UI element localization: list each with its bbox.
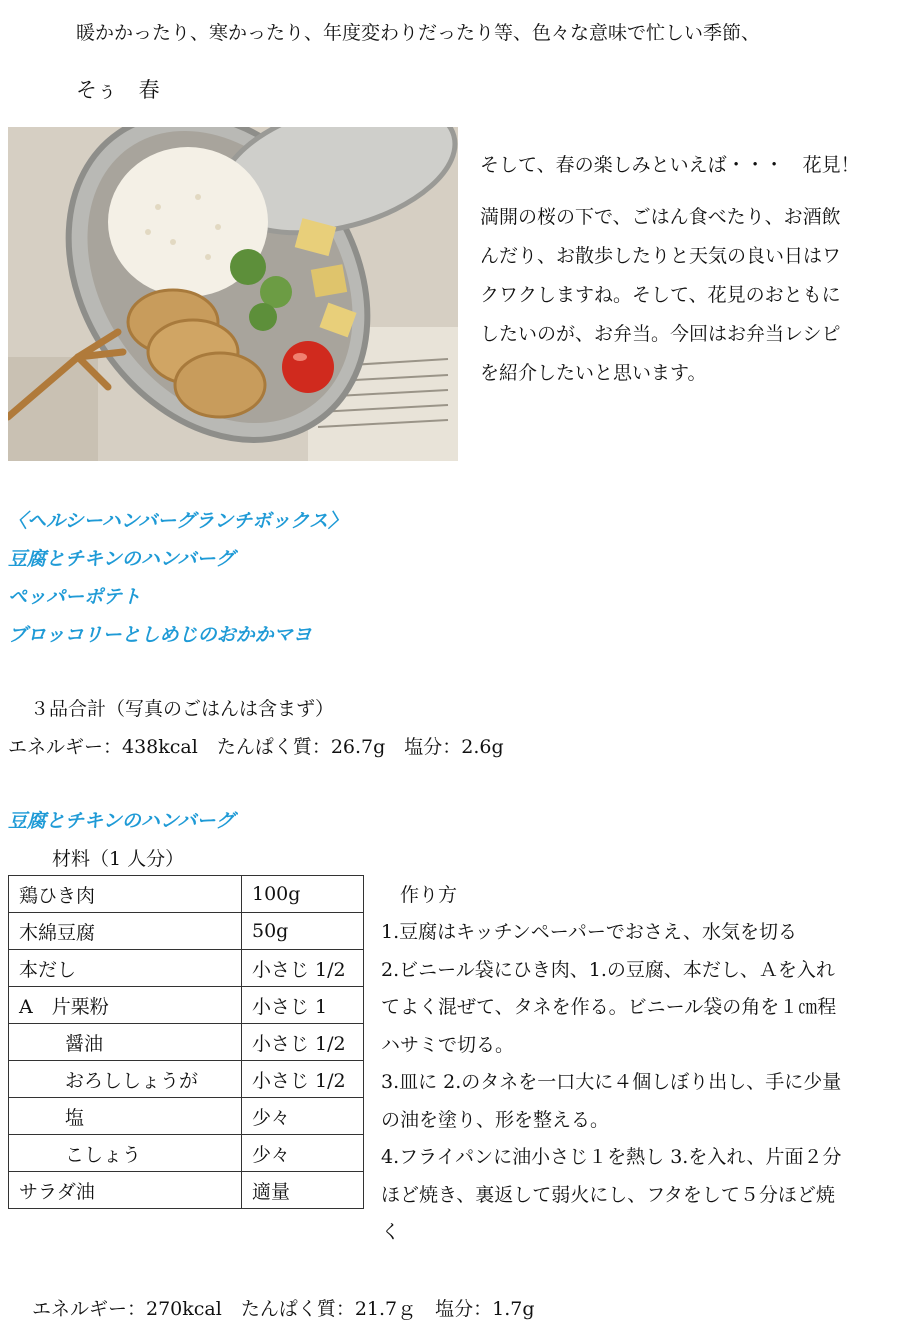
ingredient-amount: 小さじ 1 [242,987,364,1024]
recipe-title: 豆腐とチキンのハンバーグ [8,810,235,832]
step-line: 1.豆腐はキッチンペーパーでおさえ、水気を切る [381,921,797,943]
table-row [9,1098,364,1135]
ingredient-amount: 小さじ 1/2 [242,1024,364,1061]
table-row [9,1172,364,1209]
side-para-line: クワクしますね。そして、花見のおともに [480,284,841,306]
ingredient-name: 木綿豆腐 [9,913,242,950]
menu-item-broccoli: ブロッコリーとしめじのおかかマヨ [8,624,312,646]
ingredient-amount: 適量 [242,1172,364,1209]
side-para-line: 満開の桜の下で、ごはん食べたり、お酒飲 [480,206,841,228]
step-line: く [381,1221,401,1243]
menu-item-hamburg: 豆腐とチキンのハンバーグ [8,548,235,570]
step-line: 3.皿に 2.のタネを一口大に４個しぼり出し、手に少量 [381,1071,842,1093]
menu-item-potato: ペッパーポテト [8,586,142,608]
table-row [9,1135,364,1172]
method-steps [381,914,901,1252]
ingredient-amount: 小さじ 1/2 [242,950,364,987]
ingredient-amount: 100g [242,876,364,913]
ingredient-name: 本だし [9,950,242,987]
step-line: てよく混ぜて、タネを作る。ビニール袋の角を１㎝程 [381,996,837,1018]
side-paragraph [480,198,900,393]
bento-photo [8,127,458,461]
ingredient-name: サラダ油 [9,1172,242,1209]
intro-line-2: そぅ 春 [76,78,160,102]
intro-line-1: 暖かかったり、寒かったり、年度変わりだったり等、色々な意味で忙しい季節、 [76,22,761,44]
step-line: ハサミで切る。 [381,1033,515,1056]
side-para-line: を紹介したいと思います。 [480,362,707,384]
ingredient-name: こしょう [9,1135,242,1172]
step-line: 4.フライパンに油小さじ１を熱し 3.を入れ、片面２分 [381,1146,842,1168]
materials-label: 材料（1 人分） [52,848,185,870]
table-row [9,876,364,913]
recipe-nutrition: エネルギー：270kcal たんぱく質：21.7ｇ 塩分：1.7g [32,1298,535,1320]
side-para-line: したいのが、お弁当。今回はお弁当レシピ [480,323,841,345]
ingredient-amount: 50g [242,913,364,950]
table-row [9,913,364,950]
table-row [9,1024,364,1061]
table-row [9,950,364,987]
ingredient-name: 鶏ひき肉 [9,876,242,913]
ingredient-amount: 少々 [242,1098,364,1135]
table-row [9,987,364,1024]
ingredients-table [8,875,364,1209]
table-row [9,1061,364,1098]
menu-title: 〈ヘルシーハンバーグランチボックス〉 [8,510,348,532]
ingredient-amount: 少々 [242,1135,364,1172]
step-line: ほど焼き、裏返して弱火にし、フタをして５分ほど焼 [381,1183,835,1206]
ingredient-name: 醤油 [9,1024,242,1061]
summary-nutrition: エネルギー：438kcal たんぱく質：26.7g 塩分：2.6g [8,736,504,758]
side-para-line: んだり、お散歩したりと天気の良い日はワ [480,245,842,267]
summary-line-1: ３品合計（写真のごはんは含まず） [30,698,335,720]
ingredient-amount: 小さじ 1/2 [242,1061,364,1098]
ingredient-name: A 片栗粉 [9,987,242,1024]
side-line-1: そして、春の楽しみといえば・・・ 花見！ [480,154,860,176]
method-label: 作り方 [400,884,458,906]
step-line: 2.ビニール袋にひき肉、1.の豆腐、本だし、Ａを入れ [381,958,835,981]
ingredient-name: おろししょうが [9,1061,242,1098]
ingredient-name: 塩 [9,1098,242,1135]
step-line: の油を塗り、形を整える。 [381,1108,610,1131]
